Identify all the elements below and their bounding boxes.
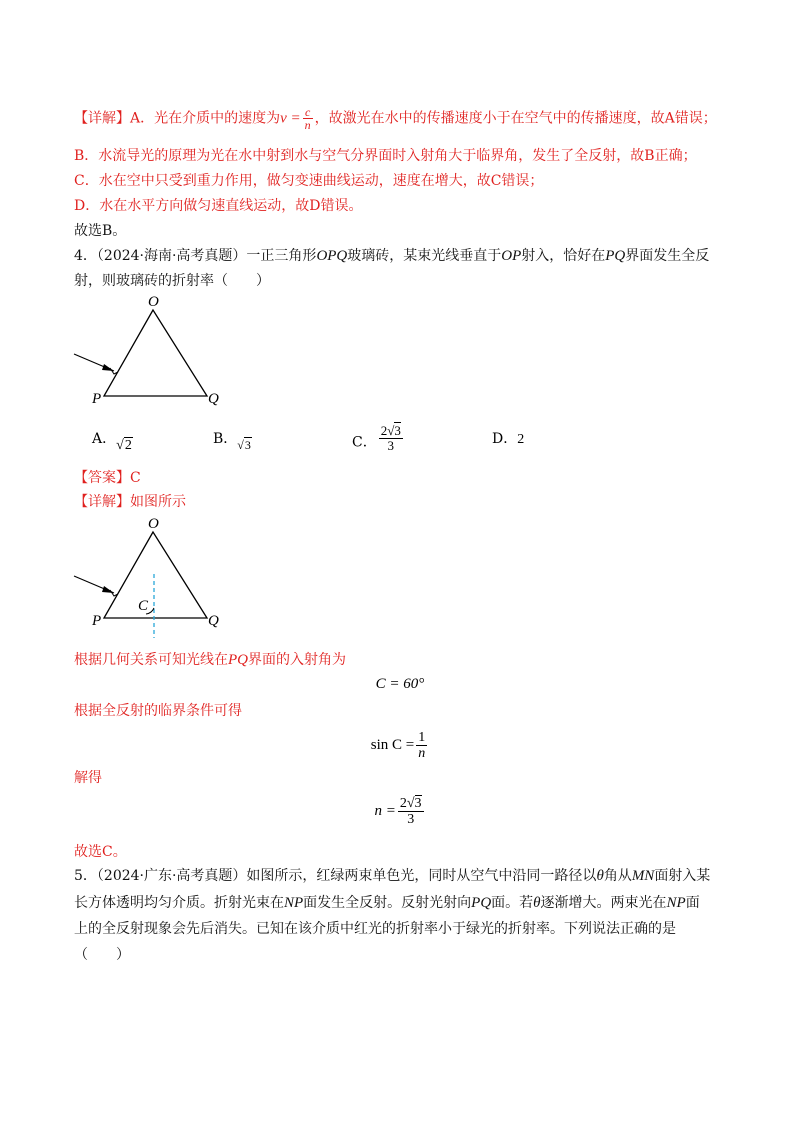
q4-eq2: sin C = $\frac{1}{n}$ [370,730,426,761]
q5-line1: 5．（2024·广东·高考真题）如图所示，红绿两束单色光，同时从空气中沿同一路径以θ角从MN面射入某 [74,868,711,884]
q5-line2: 长方体透明均匀介质。折射光束在NP面发生全反射。反射光射向PQ面。若θ逐渐增大。两束光在NP面 [74,895,700,911]
fig1-label-o: O [148,294,159,310]
q4-answer: 【答案】C [74,470,141,486]
detail-a-formula-lhs: v = [280,110,301,127]
q4-conclusion: 故选C。 [74,844,127,860]
q4-line2: 射，则玻璃砖的折射率（ ） [74,273,270,289]
q4-eq3: n = $\frac{2√3}{3}$ [374,796,422,827]
q4-option-c[interactable]: C． $\frac{2√3}{3}$ [352,423,401,453]
q5-line3: 上的全反射现象会先后消失。已知在该介质中红光的折射率小于绿光的折射率。下列说法正确的是 [74,921,676,937]
q4-option-d[interactable]: D．2 [492,431,525,447]
q5-line4: （ ） [74,947,130,963]
q4-step1: 根据几何关系可知光线在PQ界面的入射角为 [74,652,346,668]
fig2-label-q: Q [208,613,219,629]
detail-b-line: B．水流导光的原理为光在水中射到水与空气分界面时入射角大于临界角，发生了全反射，故B正确； [74,148,697,164]
detail-a-suffix: ，故激光在水中的传播速度小于在空气中的传播速度，故A错误； [314,110,717,127]
detail-d-line: D．水在水平方向做匀速直线运动，故D错误。 [74,198,363,214]
q4-triangle-figure [70,292,240,412]
q4-eq1: C = 60° [375,676,425,692]
q4-solution-figure [70,512,240,642]
q4-step2: 根据全反射的临界条件可得 [74,703,242,719]
q4-detail-head: 【详解】如图所示 [74,494,186,510]
detail-c-line: C．水在空中只受到重力作用，做匀变速曲线运动，速度在增大，故C错误； [74,173,544,189]
fig2-label-p: P [92,613,102,629]
detail-a-prefix: 【详解】A．光在介质中的速度为 [74,110,281,127]
prev-answer-line: 故选B。 [74,223,127,239]
q4-step3: 解得 [74,770,102,786]
fig1-label-q: Q [208,391,219,407]
detail-a-line [74,106,717,131]
fig2-label-c: C [138,598,149,614]
q4-line1: 4．（2024·海南·高考真题）一正三角形OPQ玻璃砖，某束光线垂直于OP射入，恰好在PQ界面发生全反 [74,248,710,264]
fig1-label-p: P [92,391,102,407]
q4-option-a[interactable]: A．√2 [92,431,132,453]
q4-option-b[interactable]: B．√3 [213,431,251,452]
detail-a-fraction: $\frac{c}{n}$ [304,105,311,132]
fig2-label-o: O [148,516,159,532]
